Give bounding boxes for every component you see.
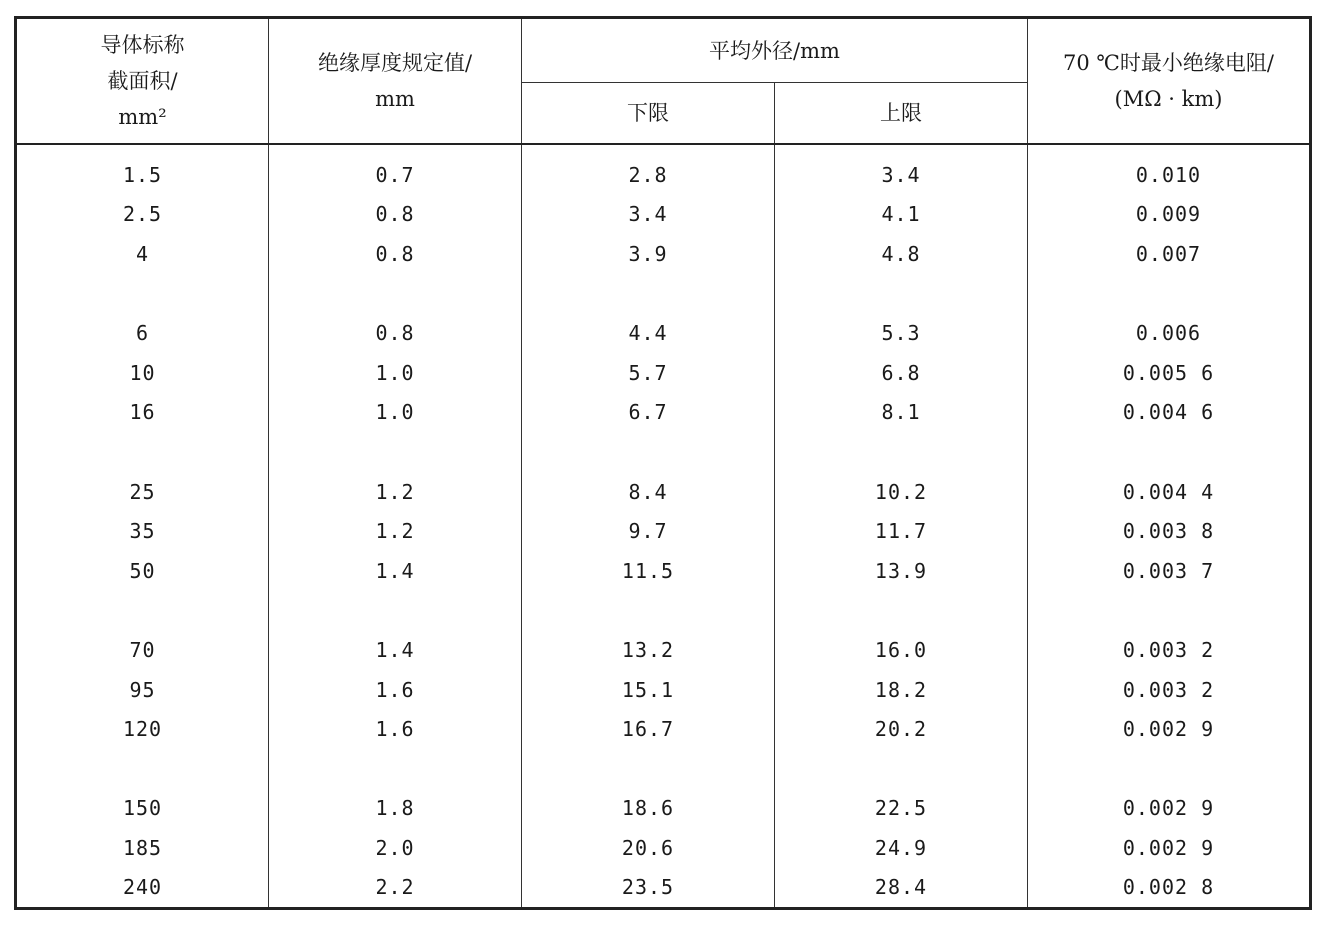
table-row xyxy=(16,868,1311,909)
lower-limit-cell: 18.6 xyxy=(522,789,775,829)
table-row xyxy=(16,195,1311,235)
spacer-cell xyxy=(16,274,269,314)
lower-limit-cell: 3.9 xyxy=(522,234,775,274)
upper-limit-cell: 22.5 xyxy=(775,789,1028,829)
insulation-resistance-cell: 0.003 2 xyxy=(1028,670,1311,710)
table-row xyxy=(16,551,1311,591)
lower-limit-cell: 3.4 xyxy=(522,195,775,235)
cross-section-cell: 25 xyxy=(16,472,269,512)
header-mean-outer-diameter: 平均外径/mm xyxy=(522,18,1028,83)
table-row xyxy=(16,789,1311,829)
insulation-thickness-cell: 1.4 xyxy=(269,630,522,670)
insulation-resistance-cell: 0.003 8 xyxy=(1028,511,1311,551)
lower-limit-cell: 4.4 xyxy=(522,313,775,353)
cross-section-cell: 2.5 xyxy=(16,195,269,235)
spacer-cell xyxy=(775,591,1028,631)
header-insulation-thickness-unit: mm xyxy=(375,87,415,111)
insulation-resistance-cell: 0.002 9 xyxy=(1028,828,1311,868)
table-row xyxy=(16,472,1311,512)
spacer-cell xyxy=(775,432,1028,472)
cross-section-cell: 10 xyxy=(16,353,269,393)
row-group-spacer xyxy=(16,749,1311,789)
upper-limit-cell: 6.8 xyxy=(775,353,1028,393)
insulation-resistance-cell: 0.006 xyxy=(1028,313,1311,353)
spacer-cell xyxy=(1028,749,1311,789)
spacer-cell xyxy=(269,749,522,789)
table-row xyxy=(16,511,1311,551)
spacer-cell xyxy=(522,749,775,789)
table-row xyxy=(16,709,1311,749)
insulation-resistance-cell: 0.003 2 xyxy=(1028,630,1311,670)
lower-limit-cell: 8.4 xyxy=(522,472,775,512)
row-group-spacer xyxy=(16,274,1311,314)
table-row xyxy=(16,144,1311,195)
upper-limit-cell: 3.4 xyxy=(775,144,1028,195)
spacer-cell xyxy=(16,591,269,631)
cross-section-cell: 50 xyxy=(16,551,269,591)
cross-section-cell: 35 xyxy=(16,511,269,551)
upper-limit-cell: 4.1 xyxy=(775,195,1028,235)
cross-section-cell: 150 xyxy=(16,789,269,829)
spacer-cell xyxy=(16,432,269,472)
insulation-thickness-cell: 1.2 xyxy=(269,511,522,551)
insulation-resistance-cell: 0.009 xyxy=(1028,195,1311,235)
lower-limit-cell: 11.5 xyxy=(522,551,775,591)
row-group-spacer xyxy=(16,432,1311,472)
insulation-resistance-cell: 0.010 xyxy=(1028,144,1311,195)
table-row xyxy=(16,393,1311,433)
insulation-thickness-cell: 2.2 xyxy=(269,868,522,909)
insulation-resistance-cell: 0.002 9 xyxy=(1028,789,1311,829)
insulation-resistance-cell: 0.004 4 xyxy=(1028,472,1311,512)
cross-section-cell: 95 xyxy=(16,670,269,710)
cross-section-cell: 240 xyxy=(16,868,269,909)
insulation-thickness-cell: 1.6 xyxy=(269,709,522,749)
table-row xyxy=(16,353,1311,393)
table-row xyxy=(16,630,1311,670)
header-insulation-thickness xyxy=(269,18,522,145)
cross-section-cell: 6 xyxy=(16,313,269,353)
upper-limit-cell: 5.3 xyxy=(775,313,1028,353)
lower-limit-cell: 2.8 xyxy=(522,144,775,195)
table-body xyxy=(16,144,1311,909)
insulation-thickness-cell: 0.8 xyxy=(269,195,522,235)
header-cross-section-unit: mm² xyxy=(118,105,167,129)
upper-limit-cell: 11.7 xyxy=(775,511,1028,551)
spacer-cell xyxy=(1028,432,1311,472)
spacer-cell xyxy=(522,432,775,472)
insulation-resistance-cell: 0.007 xyxy=(1028,234,1311,274)
cross-section-cell: 16 xyxy=(16,393,269,433)
lower-limit-cell: 23.5 xyxy=(522,868,775,909)
cross-section-cell: 1.5 xyxy=(16,144,269,195)
header-upper-limit: 上限 xyxy=(775,83,1028,145)
spacer-cell xyxy=(1028,274,1311,314)
header-min-insulation-resistance-line1: 70 ℃时最小绝缘电阻/ xyxy=(1063,51,1274,75)
cross-section-cell: 70 xyxy=(16,630,269,670)
insulation-resistance-cell: 0.002 8 xyxy=(1028,868,1311,909)
upper-limit-cell: 16.0 xyxy=(775,630,1028,670)
table-header xyxy=(16,18,1311,145)
table-row xyxy=(16,234,1311,274)
insulation-thickness-cell: 1.4 xyxy=(269,551,522,591)
spacer-cell xyxy=(269,274,522,314)
upper-limit-cell: 13.9 xyxy=(775,551,1028,591)
insulation-thickness-cell: 0.8 xyxy=(269,313,522,353)
insulation-thickness-cell: 0.8 xyxy=(269,234,522,274)
upper-limit-cell: 28.4 xyxy=(775,868,1028,909)
cross-section-cell: 120 xyxy=(16,709,269,749)
header-min-insulation-resistance xyxy=(1028,18,1311,145)
lower-limit-cell: 20.6 xyxy=(522,828,775,868)
lower-limit-cell: 16.7 xyxy=(522,709,775,749)
spacer-cell xyxy=(775,274,1028,314)
spacer-cell xyxy=(269,432,522,472)
header-cross-section-line1: 导体标称 xyxy=(100,33,185,57)
insulation-resistance-cell: 0.004 6 xyxy=(1028,393,1311,433)
insulation-resistance-cell: 0.003 7 xyxy=(1028,551,1311,591)
insulation-thickness-cell: 1.2 xyxy=(269,472,522,512)
insulation-thickness-cell: 1.8 xyxy=(269,789,522,829)
insulation-thickness-cell: 2.0 xyxy=(269,828,522,868)
upper-limit-cell: 24.9 xyxy=(775,828,1028,868)
insulation-spec-table xyxy=(14,16,1312,910)
insulation-thickness-cell: 1.0 xyxy=(269,393,522,433)
insulation-thickness-cell: 0.7 xyxy=(269,144,522,195)
upper-limit-cell: 10.2 xyxy=(775,472,1028,512)
insulation-thickness-cell: 1.0 xyxy=(269,353,522,393)
upper-limit-cell: 4.8 xyxy=(775,234,1028,274)
table-row xyxy=(16,670,1311,710)
lower-limit-cell: 6.7 xyxy=(522,393,775,433)
upper-limit-cell: 18.2 xyxy=(775,670,1028,710)
cross-section-cell: 185 xyxy=(16,828,269,868)
insulation-resistance-cell: 0.002 9 xyxy=(1028,709,1311,749)
header-cross-section-line2: 截面积/ xyxy=(107,69,178,93)
header-min-insulation-resistance-unit: (MΩ · km) xyxy=(1114,87,1223,111)
header-lower-limit: 下限 xyxy=(522,83,775,145)
upper-limit-cell: 8.1 xyxy=(775,393,1028,433)
insulation-resistance-cell: 0.005 6 xyxy=(1028,353,1311,393)
spacer-cell xyxy=(522,274,775,314)
table-row xyxy=(16,828,1311,868)
lower-limit-cell: 13.2 xyxy=(522,630,775,670)
insulation-thickness-cell: 1.6 xyxy=(269,670,522,710)
spacer-cell xyxy=(775,749,1028,789)
spacer-cell xyxy=(269,591,522,631)
row-group-spacer xyxy=(16,591,1311,631)
spacer-cell xyxy=(1028,591,1311,631)
lower-limit-cell: 9.7 xyxy=(522,511,775,551)
table-row xyxy=(16,313,1311,353)
upper-limit-cell: 20.2 xyxy=(775,709,1028,749)
header-insulation-thickness-line1: 绝缘厚度规定值/ xyxy=(317,51,473,75)
header-cross-section xyxy=(16,18,269,145)
lower-limit-cell: 15.1 xyxy=(522,670,775,710)
spacer-cell xyxy=(16,749,269,789)
spacer-cell xyxy=(522,591,775,631)
cross-section-cell: 4 xyxy=(16,234,269,274)
lower-limit-cell: 5.7 xyxy=(522,353,775,393)
